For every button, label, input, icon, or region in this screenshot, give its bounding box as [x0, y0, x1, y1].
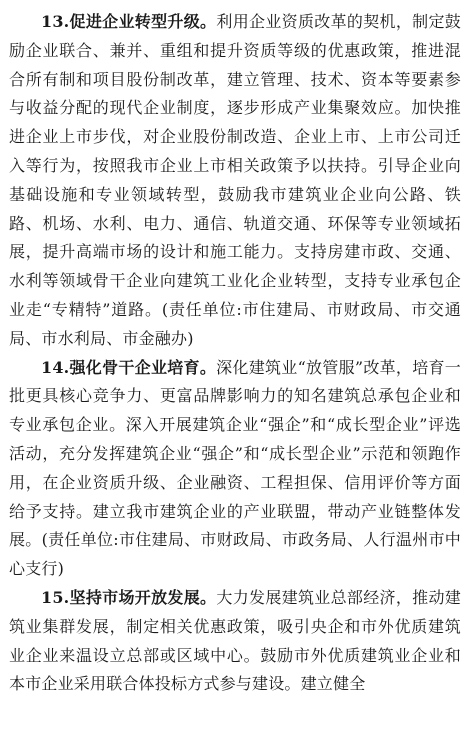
section-14-body: 深化建筑业“放管服”改革，培育一批更具核心竞争力、更富品牌影响力的知名建筑总承包企业和专业承包企业。深入开展建筑企业“强企”和“成长型企业”评选活动，充分发挥建筑企业“强企”和“成长型企业”示范和领跑作用，在企业资质升级、企业融资、工程担保、信用评价等方面给予支持。建立我市建筑企业的产业联盟，带动产业链整体发展。(责任单位:市住建局、市财政局、市政务局、人行温州市中心支行): [9, 357, 461, 579]
section-14-paragraph: [9, 354, 461, 584]
section-15-heading: 15.坚持市场开放发展。: [41, 587, 217, 607]
section-13-heading: 13.促进企业转型升级。: [41, 12, 217, 31]
section-15-paragraph: [9, 584, 461, 699]
section-15-body: 大力发展建筑业总部经济，推动建筑业集群发展，制定相关优惠政策，吸引央企和市外优质建筑业企业来温设立总部或区域中心。鼓励市外优质建筑业企业和本市企业采用联合体投标方式参与建设。建立健全: [9, 587, 461, 694]
section-13-paragraph: [9, 8, 461, 354]
section-14-heading: 14.强化骨干企业培育。: [41, 357, 217, 377]
section-13-body: 利用企业资质改革的契机，制定鼓励企业联合、兼并、重组和提升资质等级的优惠政策，推进混合所有制和项目股份制改革，建立管理、技术、资本等要素参与收益分配的现代企业制度，逐步形成产业集聚效应。加快推进企业上市步伐，对企业股份制改造、企业上市、上市公司迁入等行为，按照我市企业上市相关政策予以扶持。引导企业向基础设施和专业领域转型，鼓励我市建筑业企业向公路、铁路、机场、水利、电力、通信、轨道交通、环保等专业领域拓展，提升高端市场的设计和施工能力。支持房建市政、交通、水利等领域骨干企业向建筑工业化企业转型，支持专业承包企业走“专精特”道路。(责任单位:市住建局、市财政局、市交通局、市水利局、市金融办): [9, 12, 461, 348]
